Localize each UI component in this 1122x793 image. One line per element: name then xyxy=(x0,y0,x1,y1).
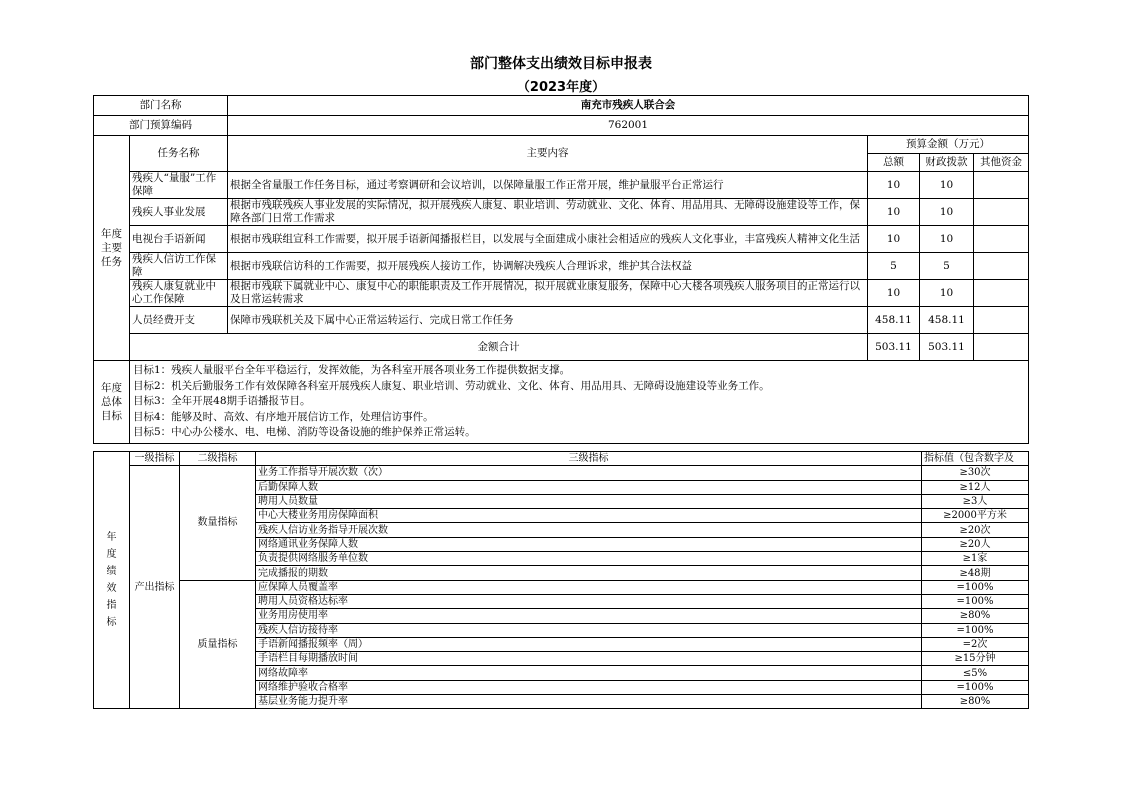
task-name: 人员经费开支 xyxy=(130,307,228,334)
indicator-value: =100% xyxy=(922,594,1029,608)
task-fiscal: 458.11 xyxy=(920,307,974,334)
task-total: 10 xyxy=(868,199,920,226)
indicator-name: 完成播报的期数 xyxy=(256,566,922,580)
task-content: 根据全省量服工作任务目标，通过考察调研和会议培训，以保障量服工作正常开展，维护量服平台正常运行 xyxy=(228,172,868,199)
goal-item: 目标5：中心办公楼水、电、电梯、消防等设备设施的维护保养正常运转。 xyxy=(133,426,476,438)
sum-other xyxy=(974,334,1029,361)
dept-code-value: 762001 xyxy=(228,116,1029,136)
sum-total: 503.11 xyxy=(868,334,920,361)
task-total: 10 xyxy=(868,172,920,199)
task-row xyxy=(94,226,1029,253)
budget-header: 预算金额（万元） xyxy=(868,136,1029,154)
task-name: 电视台手语新闻 xyxy=(130,226,228,253)
other-header: 其他资金 xyxy=(974,154,1029,172)
indicator-name: 手语新闻播报频率（周） xyxy=(256,637,922,651)
budget-table xyxy=(93,95,1029,444)
indicator-name: 业务工作指导开展次数（次） xyxy=(256,466,922,480)
content-header: 主要内容 xyxy=(228,136,868,172)
dept-name-value: 南充市残疾人联合会 xyxy=(228,96,1029,116)
task-other xyxy=(974,280,1029,307)
indicator-name: 业务用房使用率 xyxy=(256,609,922,623)
sum-fiscal: 503.11 xyxy=(920,334,974,361)
page-subtitle: （2023年度） xyxy=(516,80,606,95)
indicator-value: ≥12人 xyxy=(922,480,1029,494)
indicator-name: 残疾人信访业务指导开展次数 xyxy=(256,523,922,537)
fiscal-header: 财政拨款 xyxy=(920,154,974,172)
indicator-value: =100% xyxy=(922,623,1029,637)
task-total: 10 xyxy=(868,280,920,307)
indicator-name: 残疾人信访接待率 xyxy=(256,623,922,637)
task-fiscal: 5 xyxy=(920,253,974,280)
annual-goals-label: 年度总体目标 xyxy=(94,361,130,444)
level1-header: 一级指标 xyxy=(130,452,180,466)
dept-code-label: 部门预算编码 xyxy=(94,116,228,136)
indicator-value: ≥1家 xyxy=(922,552,1029,566)
task-content: 根据市残联信访科的工作需要，拟开展残疾人接访工作，协调解决残疾人合理诉求，维护其合法权益 xyxy=(228,253,868,280)
task-other xyxy=(974,199,1029,226)
page-title: 部门整体支出绩效目标申报表 xyxy=(470,56,652,72)
task-content: 根据市残联下属就业中心、康复中心的职能职责及工作开展情况，拟开展就业康复服务，保障中心大楼各项残疾人服务项目的正常运行以及日常运转需求 xyxy=(228,280,868,307)
task-fiscal: 10 xyxy=(920,172,974,199)
goal-item: 目标1：残疾人量服平台全年平稳运行，发挥效能，为各科室开展各项业务工作提供数据支撑。 xyxy=(133,364,571,376)
task-fiscal: 10 xyxy=(920,199,974,226)
task-name: 残疾人康复就业中心工作保障 xyxy=(130,280,228,307)
indicator-value: ≥20次 xyxy=(922,523,1029,537)
task-content: 根据市残联组宣科工作需要，拟开展手语新闻播报栏目，以发展与全面建成小康社会相适应的残疾人文化事业，丰富残疾人精神文化生活 xyxy=(228,226,868,253)
indicator-table xyxy=(93,451,1029,709)
task-other xyxy=(974,307,1029,334)
task-total: 5 xyxy=(868,253,920,280)
task-row xyxy=(94,253,1029,280)
task-content: 根据市残联残疾人事业发展的实际情况，拟开展残疾人康复、职业培训、劳动就业、文化、体育、用品用具、无障碍设施建设等工作，保障各部门日常工作需求 xyxy=(228,199,868,226)
total-header: 总额 xyxy=(868,154,920,172)
task-fiscal: 10 xyxy=(920,226,974,253)
task-name: 残疾人“量服”工作保障 xyxy=(130,172,228,199)
level3-header: 三级指标 xyxy=(256,452,922,466)
indicator-name: 网络故障率 xyxy=(256,666,922,680)
goal-item: 目标2：机关后勤服务工作有效保障各科室开展残疾人康复、职业培训、劳动就业、文化、体育、用品用具、无障碍设施建设等业务工作。 xyxy=(133,379,770,392)
indicator-name: 手语栏目每期播放时间 xyxy=(256,652,922,666)
task-fiscal: 10 xyxy=(920,280,974,307)
indicator-name: 中心大楼业务用房保障面积 xyxy=(256,509,922,523)
indicator-value: ≥20人 xyxy=(922,537,1029,551)
indicator-name: 负责提供网络服务单位数 xyxy=(256,552,922,566)
level1-output: 产出指标 xyxy=(130,466,180,709)
task-total: 10 xyxy=(868,226,920,253)
indicator-value: ≥30次 xyxy=(922,466,1029,480)
dept-name-label: 部门名称 xyxy=(94,96,228,116)
goals-list xyxy=(130,361,1029,444)
task-name: 残疾人信访工作保障 xyxy=(130,253,228,280)
task-row xyxy=(94,172,1029,199)
task-other xyxy=(974,226,1029,253)
level2-header: 二级指标 xyxy=(180,452,256,466)
indicator-name: 后勤保障人数 xyxy=(256,480,922,494)
indicator-name: 应保障人员覆盖率 xyxy=(256,580,922,594)
goal-item: 目标3：全年开展48期手语播报节目。 xyxy=(133,395,311,407)
goal-item: 目标4：能够及时、高效、有序地开展信访工作，处理信访事件。 xyxy=(133,410,434,423)
indicator-value: ≤5% xyxy=(922,666,1029,680)
task-row xyxy=(94,307,1029,334)
task-other xyxy=(974,253,1029,280)
value-header: 指标值（包含数字及 xyxy=(922,452,1029,466)
sum-label: 金额合计 xyxy=(130,334,868,361)
task-name-header: 任务名称 xyxy=(130,136,228,172)
indicator-value: ≥3人 xyxy=(922,494,1029,508)
indicator-value: ≥15分钟 xyxy=(922,652,1029,666)
indicator-value: ≥80% xyxy=(922,609,1029,623)
indicator-name: 聘用人员数量 xyxy=(256,494,922,508)
indicator-value: =100% xyxy=(922,580,1029,594)
annual-tasks-label: 年度主要任务 xyxy=(94,136,130,361)
indicator-name: 基层业务能力提升率 xyxy=(256,695,922,709)
indicator-name: 聘用人员资格达标率 xyxy=(256,594,922,608)
indicator-value: =100% xyxy=(922,680,1029,694)
task-other xyxy=(974,172,1029,199)
indicator-name: 网络维护验收合格率 xyxy=(256,680,922,694)
quality-label: 质量指标 xyxy=(180,580,256,709)
task-row xyxy=(94,199,1029,226)
indicator-value: ≥2000平方米 xyxy=(922,509,1029,523)
task-content: 保障市残联机关及下属中心正常运转运行、完成日常工作任务 xyxy=(228,307,868,334)
quantity-label: 数量指标 xyxy=(180,466,256,580)
task-row xyxy=(94,280,1029,307)
indicators-label: 年度绩效指标 xyxy=(94,452,130,709)
indicator-value: ≥48期 xyxy=(922,566,1029,580)
task-total: 458.11 xyxy=(868,307,920,334)
indicator-value: =2次 xyxy=(922,637,1029,651)
task-name: 残疾人事业发展 xyxy=(130,199,228,226)
indicator-name: 网络通讯业务保障人数 xyxy=(256,537,922,551)
indicator-value: ≥80% xyxy=(922,695,1029,709)
